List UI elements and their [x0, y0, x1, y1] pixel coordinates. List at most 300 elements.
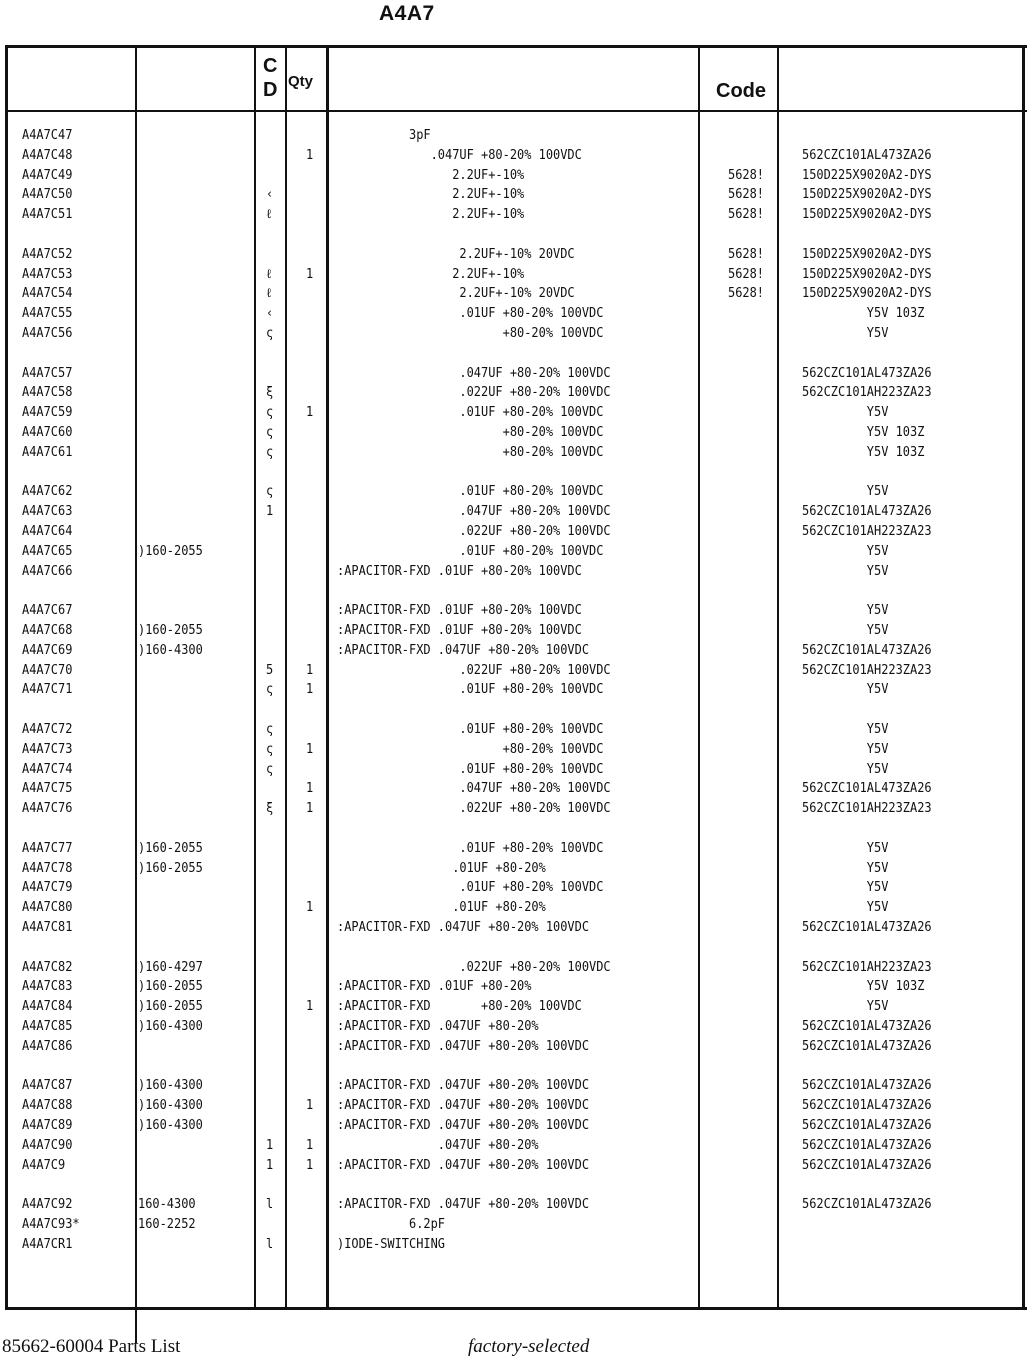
mfr-part-number-cell: Y5V [802, 741, 889, 757]
ref-cell: A4A7C52 [22, 246, 73, 262]
part-number-cell [138, 364, 245, 384]
mfr-part-number-cell: Y5V [802, 484, 889, 500]
code-cell [728, 1037, 772, 1057]
qty-cell [306, 245, 323, 265]
qty-cell [306, 482, 323, 502]
mfr-part-number-cell [802, 126, 1003, 146]
ref-cell: A4A7C51 [22, 207, 73, 223]
mfr-part-number-cell: Y5V [802, 563, 889, 579]
column-divider-qty-desc [326, 45, 329, 1310]
qty-cell [306, 1017, 323, 1037]
code-cell [728, 859, 772, 879]
ref-cell: A4A7C64 [22, 524, 73, 539]
mfr-part-number-cell: 150D225X9020A2-DYS [802, 266, 932, 282]
qty-cell [306, 1235, 323, 1255]
part-number-cell [138, 522, 245, 542]
mfr-part-number-cell: Y5V 103Z [802, 444, 925, 460]
part-number-cell [138, 562, 245, 582]
cd-cell: ς [266, 425, 274, 440]
qty-cell: 1 [306, 900, 314, 916]
part-number-cell [138, 245, 245, 265]
cd-cell [266, 542, 283, 562]
footer-parts-list: 85662-60004 Parts List [2, 1336, 181, 1357]
description-cell: :APACITOR-FXD .047UF +80-20% 100VDC [337, 920, 590, 935]
cd-cell: ℓ [266, 207, 272, 223]
ref-cell: A4A7C79 [22, 880, 73, 896]
cd-cell: ς [266, 741, 274, 757]
part-number-cell [138, 799, 245, 819]
mfr-part-number-cell: 562CZC101AL473ZA26 [802, 781, 932, 797]
description-cell: :APACITOR-FXD .047UF +80-20% 100VDC [337, 1078, 590, 1094]
mfr-part-number-cell: 562CZC101AL473ZA26 [802, 1197, 932, 1213]
description-cell: .047UF +80-20% [337, 1137, 539, 1153]
qty-cell [306, 324, 323, 344]
cd-cell: ς [266, 484, 274, 500]
description-cell: +80-20% 100VDC [337, 444, 604, 460]
part-number-cell [138, 878, 245, 898]
ref-cell: A4A7C88 [22, 1098, 73, 1114]
description-cell: :APACITOR-FXD .01UF +80-20% 100VDC [337, 603, 582, 619]
ref-cell: A4A7C90 [22, 1137, 73, 1153]
description-cell: .022UF +80-20% 100VDC [337, 959, 611, 975]
cd-cell [266, 245, 283, 265]
part-number-cell [138, 383, 245, 403]
code-cell [728, 898, 772, 918]
code-cell [728, 1156, 772, 1176]
code-cell [728, 641, 772, 661]
description-cell: :APACITOR-FXD .047UF +80-20% 100VDC [337, 642, 590, 658]
part-number-cell [138, 918, 245, 938]
qty-cell [306, 1195, 323, 1215]
code-cell: 5628! [728, 266, 765, 282]
description-cell: :APACITOR-FXD +80-20% 100VDC [337, 999, 582, 1015]
description-cell: 2.2UF+-10% [337, 167, 525, 183]
qty-cell [306, 859, 323, 879]
cd-cell: 1 [266, 1137, 274, 1153]
code-cell [728, 1235, 772, 1255]
qty-cell [306, 443, 323, 463]
description-cell: :APACITOR-FXD .047UF +80-20% 100VDC [337, 1118, 590, 1133]
code-cell [728, 383, 772, 403]
code-cell: 5628! [728, 246, 765, 262]
part-number-cell: )160-2055 [138, 860, 203, 876]
qty-cell: 1 [306, 682, 314, 698]
table-top-border [5, 45, 1027, 48]
cd-cell: ς [266, 405, 274, 421]
part-number-cell: )160-4300 [138, 1019, 203, 1034]
ref-cell: A4A7C74 [22, 761, 73, 777]
description-cell: .01UF +80-20% 100VDC [337, 682, 604, 698]
part-number-cell [138, 284, 245, 304]
qty-cell [306, 720, 323, 740]
mfr-part-number-cell: 562CZC101AH223ZA23 [802, 662, 932, 678]
part-number-cell [138, 304, 245, 324]
column-divider-ref-part [135, 45, 137, 1343]
mfr-part-number-cell [802, 1235, 1003, 1255]
cd-cell [266, 601, 283, 621]
code-cell [728, 839, 772, 859]
qty-cell [306, 126, 323, 146]
description-cell: )IODE-SWITCHING [337, 1236, 446, 1252]
mfr-part-number-cell: 562CZC101AL473ZA26 [802, 1157, 932, 1173]
mfr-part-number-cell: Y5V [802, 603, 889, 619]
cd-cell: 1 [266, 504, 274, 520]
part-number-cell [138, 1235, 245, 1255]
qty-cell [306, 1037, 323, 1057]
qty-cell [306, 284, 323, 304]
code-cell [728, 779, 772, 799]
qty-cell [306, 958, 323, 978]
mfr-part-number-cell: 150D225X9020A2-DYS [802, 246, 932, 262]
code-cell [728, 324, 772, 344]
mfr-part-number-cell: 562CZC101AL473ZA26 [802, 920, 932, 935]
cd-cell: ξ [266, 801, 274, 817]
part-number-cell [138, 185, 245, 205]
description-cell: .01UF +80-20% 100VDC [337, 880, 604, 896]
column-divider-part-cd [254, 45, 256, 1310]
column-divider-desc-code [698, 45, 700, 1310]
cd-cell: 5 [266, 662, 274, 678]
mfr-part-number-cell: Y5V [802, 999, 889, 1015]
column-divider-right-edge [1022, 45, 1025, 1310]
ref-cell: A4A7C76 [22, 801, 73, 817]
part-number-cell [138, 601, 245, 621]
cd-cell [266, 1096, 283, 1116]
part-number-cell [138, 740, 245, 760]
code-cell [728, 146, 772, 166]
qty-cell: 1 [306, 1157, 314, 1173]
description-cell: .047UF +80-20% 100VDC [337, 365, 611, 381]
ref-cell: A4A7C59 [22, 405, 73, 421]
qty-cell [306, 502, 323, 522]
ref-cell: A4A7C83 [22, 979, 73, 995]
mfr-part-number-cell: Y5V [802, 840, 889, 856]
page-title: A4A7 [379, 2, 435, 25]
qty-cell: 1 [306, 781, 314, 797]
ref-cell: A4A7C63 [22, 504, 73, 520]
column-divider-left-edge [5, 45, 8, 1310]
cd-cell [266, 1215, 283, 1235]
part-number-cell: )160-4300 [138, 642, 203, 658]
qty-cell [306, 918, 323, 938]
mfr-part-number-cell: Y5V [802, 405, 889, 421]
ref-cell: A4A7C9 [22, 1157, 66, 1173]
ref-cell: A4A7CR1 [22, 1236, 73, 1252]
mfr-part-number-cell: Y5V [802, 860, 889, 876]
qty-cell [306, 621, 323, 641]
mfr-part-number-cell: 150D225X9020A2-DYS [802, 207, 932, 223]
qty-cell [306, 760, 323, 780]
mfr-part-number-cell: Y5V [802, 682, 889, 698]
description-cell: .022UF +80-20% 100VDC [337, 385, 611, 401]
qty-cell [306, 423, 323, 443]
description-cell: 2.2UF+-10% [337, 207, 525, 223]
part-number-cell: )160-2055 [138, 840, 203, 856]
qty-cell [306, 205, 323, 225]
part-number-cell [138, 680, 245, 700]
ref-cell: A4A7C72 [22, 722, 73, 737]
mfr-part-number-cell: Y5V [802, 761, 889, 777]
description-cell: +80-20% 100VDC [337, 741, 604, 757]
qty-cell: 1 [306, 1137, 314, 1153]
qty-cell [306, 304, 323, 324]
cd-cell [266, 859, 283, 879]
part-number-cell: )160-4300 [138, 1078, 203, 1094]
cd-cell: 1 [266, 1157, 274, 1173]
header-cd-top: C [263, 55, 278, 77]
qty-cell: 1 [306, 999, 314, 1015]
header-separator [5, 110, 1027, 112]
ref-cell: A4A7C73 [22, 741, 73, 757]
code-cell [728, 720, 772, 740]
qty-cell [306, 166, 323, 186]
qty-cell: 1 [306, 147, 314, 163]
description-cell: .047UF +80-20% 100VDC [337, 504, 611, 520]
description-cell: .01UF +80-20% [337, 900, 546, 916]
code-cell [728, 1096, 772, 1116]
qty-cell [306, 1076, 323, 1096]
mfr-part-number-cell: 562CZC101AH223ZA23 [802, 524, 932, 539]
qty-cell [306, 878, 323, 898]
description-cell: +80-20% 100VDC [337, 425, 604, 440]
ref-cell: A4A7C87 [22, 1078, 73, 1094]
mfr-part-number-cell: 562CZC101AL473ZA26 [802, 147, 932, 163]
description-cell: :APACITOR-FXD .01UF +80-20% [337, 979, 532, 995]
ref-cell: A4A7C50 [22, 187, 73, 203]
mfr-part-number-cell: 150D225X9020A2-DYS [802, 167, 932, 183]
description-cell: .047UF +80-20% 100VDC [337, 781, 611, 797]
part-number-cell: 160-4300 [138, 1197, 196, 1213]
mfr-part-number-cell: Y5V [802, 543, 889, 559]
mfr-part-number-cell: Y5V [802, 880, 889, 896]
header-code: Code [716, 80, 766, 102]
mfr-part-number-cell: 562CZC101AL473ZA26 [802, 1038, 932, 1054]
code-cell: 5628! [728, 187, 765, 203]
mfr-part-number-cell [802, 1215, 1003, 1235]
cd-cell [266, 958, 283, 978]
ref-cell: A4A7C49 [22, 167, 73, 183]
cd-cell [266, 522, 283, 542]
code-cell [728, 997, 772, 1017]
cd-cell: ‹ [266, 187, 274, 203]
description-cell: .01UF +80-20% 100VDC [337, 543, 604, 559]
part-number-cell [138, 423, 245, 443]
code-cell [728, 740, 772, 760]
mfr-part-number-cell: Y5V [802, 326, 889, 341]
mfr-part-number-cell: 562CZC101AL473ZA26 [802, 642, 932, 658]
ref-cell: A4A7C61 [22, 444, 73, 460]
code-cell [728, 977, 772, 997]
part-number-cell [138, 403, 245, 423]
cd-cell: ς [266, 444, 274, 460]
mfr-part-number-cell: 150D225X9020A2-DYS [802, 187, 932, 203]
ref-cell: A4A7C54 [22, 286, 73, 302]
header-qty: Qty [288, 73, 314, 90]
part-number-cell: )160-4300 [138, 1098, 203, 1114]
cd-cell [266, 1116, 283, 1136]
description-cell: :APACITOR-FXD .047UF +80-20% 100VDC [337, 1197, 590, 1213]
part-number-cell [138, 482, 245, 502]
header-cd-bottom: D [263, 79, 278, 101]
part-number-cell [138, 779, 245, 799]
part-number-cell [138, 760, 245, 780]
mfr-part-number-cell: 562CZC101AL473ZA26 [802, 1098, 932, 1114]
code-cell [728, 1195, 772, 1215]
mfr-part-number-cell: 562CZC101AL473ZA26 [802, 1078, 932, 1094]
code-cell [728, 304, 772, 324]
description-cell: .01UF +80-20% 100VDC [337, 484, 604, 500]
code-cell [728, 621, 772, 641]
cd-cell: l [266, 1197, 274, 1213]
cd-cell [266, 621, 283, 641]
ref-cell: A4A7C78 [22, 860, 73, 876]
cd-cell [266, 364, 283, 384]
code-cell [728, 1215, 772, 1235]
cd-cell: ℓ [266, 286, 272, 302]
part-number-cell [138, 1156, 245, 1176]
qty-cell [306, 1116, 323, 1136]
mfr-part-number-cell: 562CZC101AL473ZA26 [802, 365, 932, 381]
column-divider-code-mfr [777, 45, 779, 1310]
code-cell [728, 562, 772, 582]
qty-cell: 1 [306, 741, 314, 757]
qty-cell [306, 383, 323, 403]
ref-cell: A4A7C56 [22, 326, 73, 341]
ref-cell: A4A7C62 [22, 484, 73, 500]
cd-cell: ς [266, 722, 274, 737]
part-number-cell: )160-2055 [138, 623, 203, 638]
code-cell [728, 661, 772, 681]
cd-cell [266, 779, 283, 799]
ref-cell: A4A7C80 [22, 900, 73, 916]
mfr-part-number-cell: Y5V 103Z [802, 306, 925, 322]
part-number-cell: )160-2055 [138, 999, 203, 1015]
part-number-cell [138, 443, 245, 463]
cd-cell [266, 997, 283, 1017]
part-number-cell [138, 502, 245, 522]
part-number-cell [138, 205, 245, 225]
code-cell [728, 1076, 772, 1096]
qty-cell [306, 839, 323, 859]
qty-cell [306, 522, 323, 542]
code-cell [728, 126, 772, 146]
code-cell [728, 522, 772, 542]
code-cell [728, 502, 772, 522]
part-number-cell [138, 265, 245, 285]
part-number-cell: )160-4297 [138, 959, 203, 975]
table-bottom-border [5, 1307, 1027, 1310]
ref-cell: A4A7C67 [22, 603, 73, 619]
cd-cell [266, 146, 283, 166]
description-cell: :APACITOR-FXD .01UF +80-20% 100VDC [337, 623, 582, 638]
description-cell: .01UF +80-20% 100VDC [337, 761, 604, 777]
cd-cell [266, 126, 283, 146]
code-cell: 5628! [728, 167, 765, 183]
cd-cell: ℓ [266, 266, 272, 282]
cd-cell [266, 977, 283, 997]
cd-cell: l [266, 1236, 274, 1252]
part-number-cell: 160-2252 [138, 1217, 196, 1232]
code-cell [728, 799, 772, 819]
cd-cell [266, 166, 283, 186]
description-cell: .022UF +80-20% 100VDC [337, 662, 611, 678]
code-cell [728, 1136, 772, 1156]
ref-cell: A4A7C58 [22, 385, 73, 401]
ref-cell: A4A7C53 [22, 266, 73, 282]
code-cell [728, 680, 772, 700]
mfr-part-number-cell: Y5V [802, 623, 889, 638]
code-cell [728, 403, 772, 423]
part-number-cell: )160-4300 [138, 1118, 203, 1133]
cd-cell [266, 839, 283, 859]
part-number-cell [138, 1136, 245, 1156]
ref-cell: A4A7C57 [22, 365, 73, 381]
qty-cell: 1 [306, 266, 314, 282]
cd-cell: ς [266, 326, 274, 341]
description-cell: :APACITOR-FXD .047UF +80-20% 100VDC [337, 1038, 590, 1054]
ref-cell: A4A7C77 [22, 840, 73, 856]
description-cell: 2.2UF+-10% 20VDC [337, 246, 575, 262]
cd-cell: ξ [266, 385, 274, 401]
cd-cell [266, 562, 283, 582]
description-cell: .01UF +80-20% 100VDC [337, 405, 604, 421]
ref-cell: A4A7C86 [22, 1038, 73, 1054]
mfr-part-number-cell: 562CZC101AH223ZA23 [802, 385, 932, 401]
footer-note: factory-selected [468, 1336, 590, 1357]
qty-cell [306, 977, 323, 997]
column-divider-cd-qty [285, 45, 287, 1310]
ref-cell: A4A7C48 [22, 147, 73, 163]
description-cell: .01UF +80-20% 100VDC [337, 840, 604, 856]
cd-cell: ‹ [266, 306, 274, 322]
description-cell: 2.2UF+-10% 20VDC [337, 286, 575, 302]
description-cell: 3pF [337, 128, 431, 143]
qty-cell: 1 [306, 405, 314, 421]
ref-cell: A4A7C70 [22, 662, 73, 678]
part-number-cell [138, 898, 245, 918]
description-cell: :APACITOR-FXD .01UF +80-20% 100VDC [337, 563, 582, 579]
description-cell: 2.2UF+-10% [337, 266, 525, 282]
ref-cell: A4A7C47 [22, 128, 73, 143]
qty-cell [306, 601, 323, 621]
code-cell [728, 878, 772, 898]
ref-cell: A4A7C82 [22, 959, 73, 975]
cd-cell [266, 898, 283, 918]
ref-cell: A4A7C55 [22, 306, 73, 322]
description-cell: :APACITOR-FXD .047UF +80-20% 100VDC [337, 1157, 590, 1173]
part-number-cell [138, 720, 245, 740]
mfr-part-number-cell: 562CZC101AL473ZA26 [802, 504, 932, 520]
code-cell [728, 601, 772, 621]
description-cell: :APACITOR-FXD .047UF +80-20% [337, 1019, 539, 1034]
mfr-part-number-cell: Y5V 103Z [802, 979, 925, 995]
code-cell: 5628! [728, 286, 765, 302]
code-cell [728, 918, 772, 938]
description-cell: 6.2pF [337, 1217, 446, 1232]
mfr-part-number-cell: Y5V [802, 722, 889, 737]
mfr-part-number-cell: 562CZC101AL473ZA26 [802, 1118, 932, 1133]
qty-cell: 1 [306, 662, 314, 678]
mfr-part-number-cell: 150D225X9020A2-DYS [802, 286, 932, 302]
mfr-part-number-cell: 562CZC101AH223ZA23 [802, 959, 932, 975]
description-cell: .01UF +80-20% [337, 860, 546, 876]
code-cell [728, 958, 772, 978]
cd-cell [266, 1076, 283, 1096]
qty-cell [306, 641, 323, 661]
qty-cell [306, 364, 323, 384]
description-cell: .01UF +80-20% 100VDC [337, 306, 604, 322]
mfr-part-number-cell: 562CZC101AL473ZA26 [802, 1019, 932, 1034]
